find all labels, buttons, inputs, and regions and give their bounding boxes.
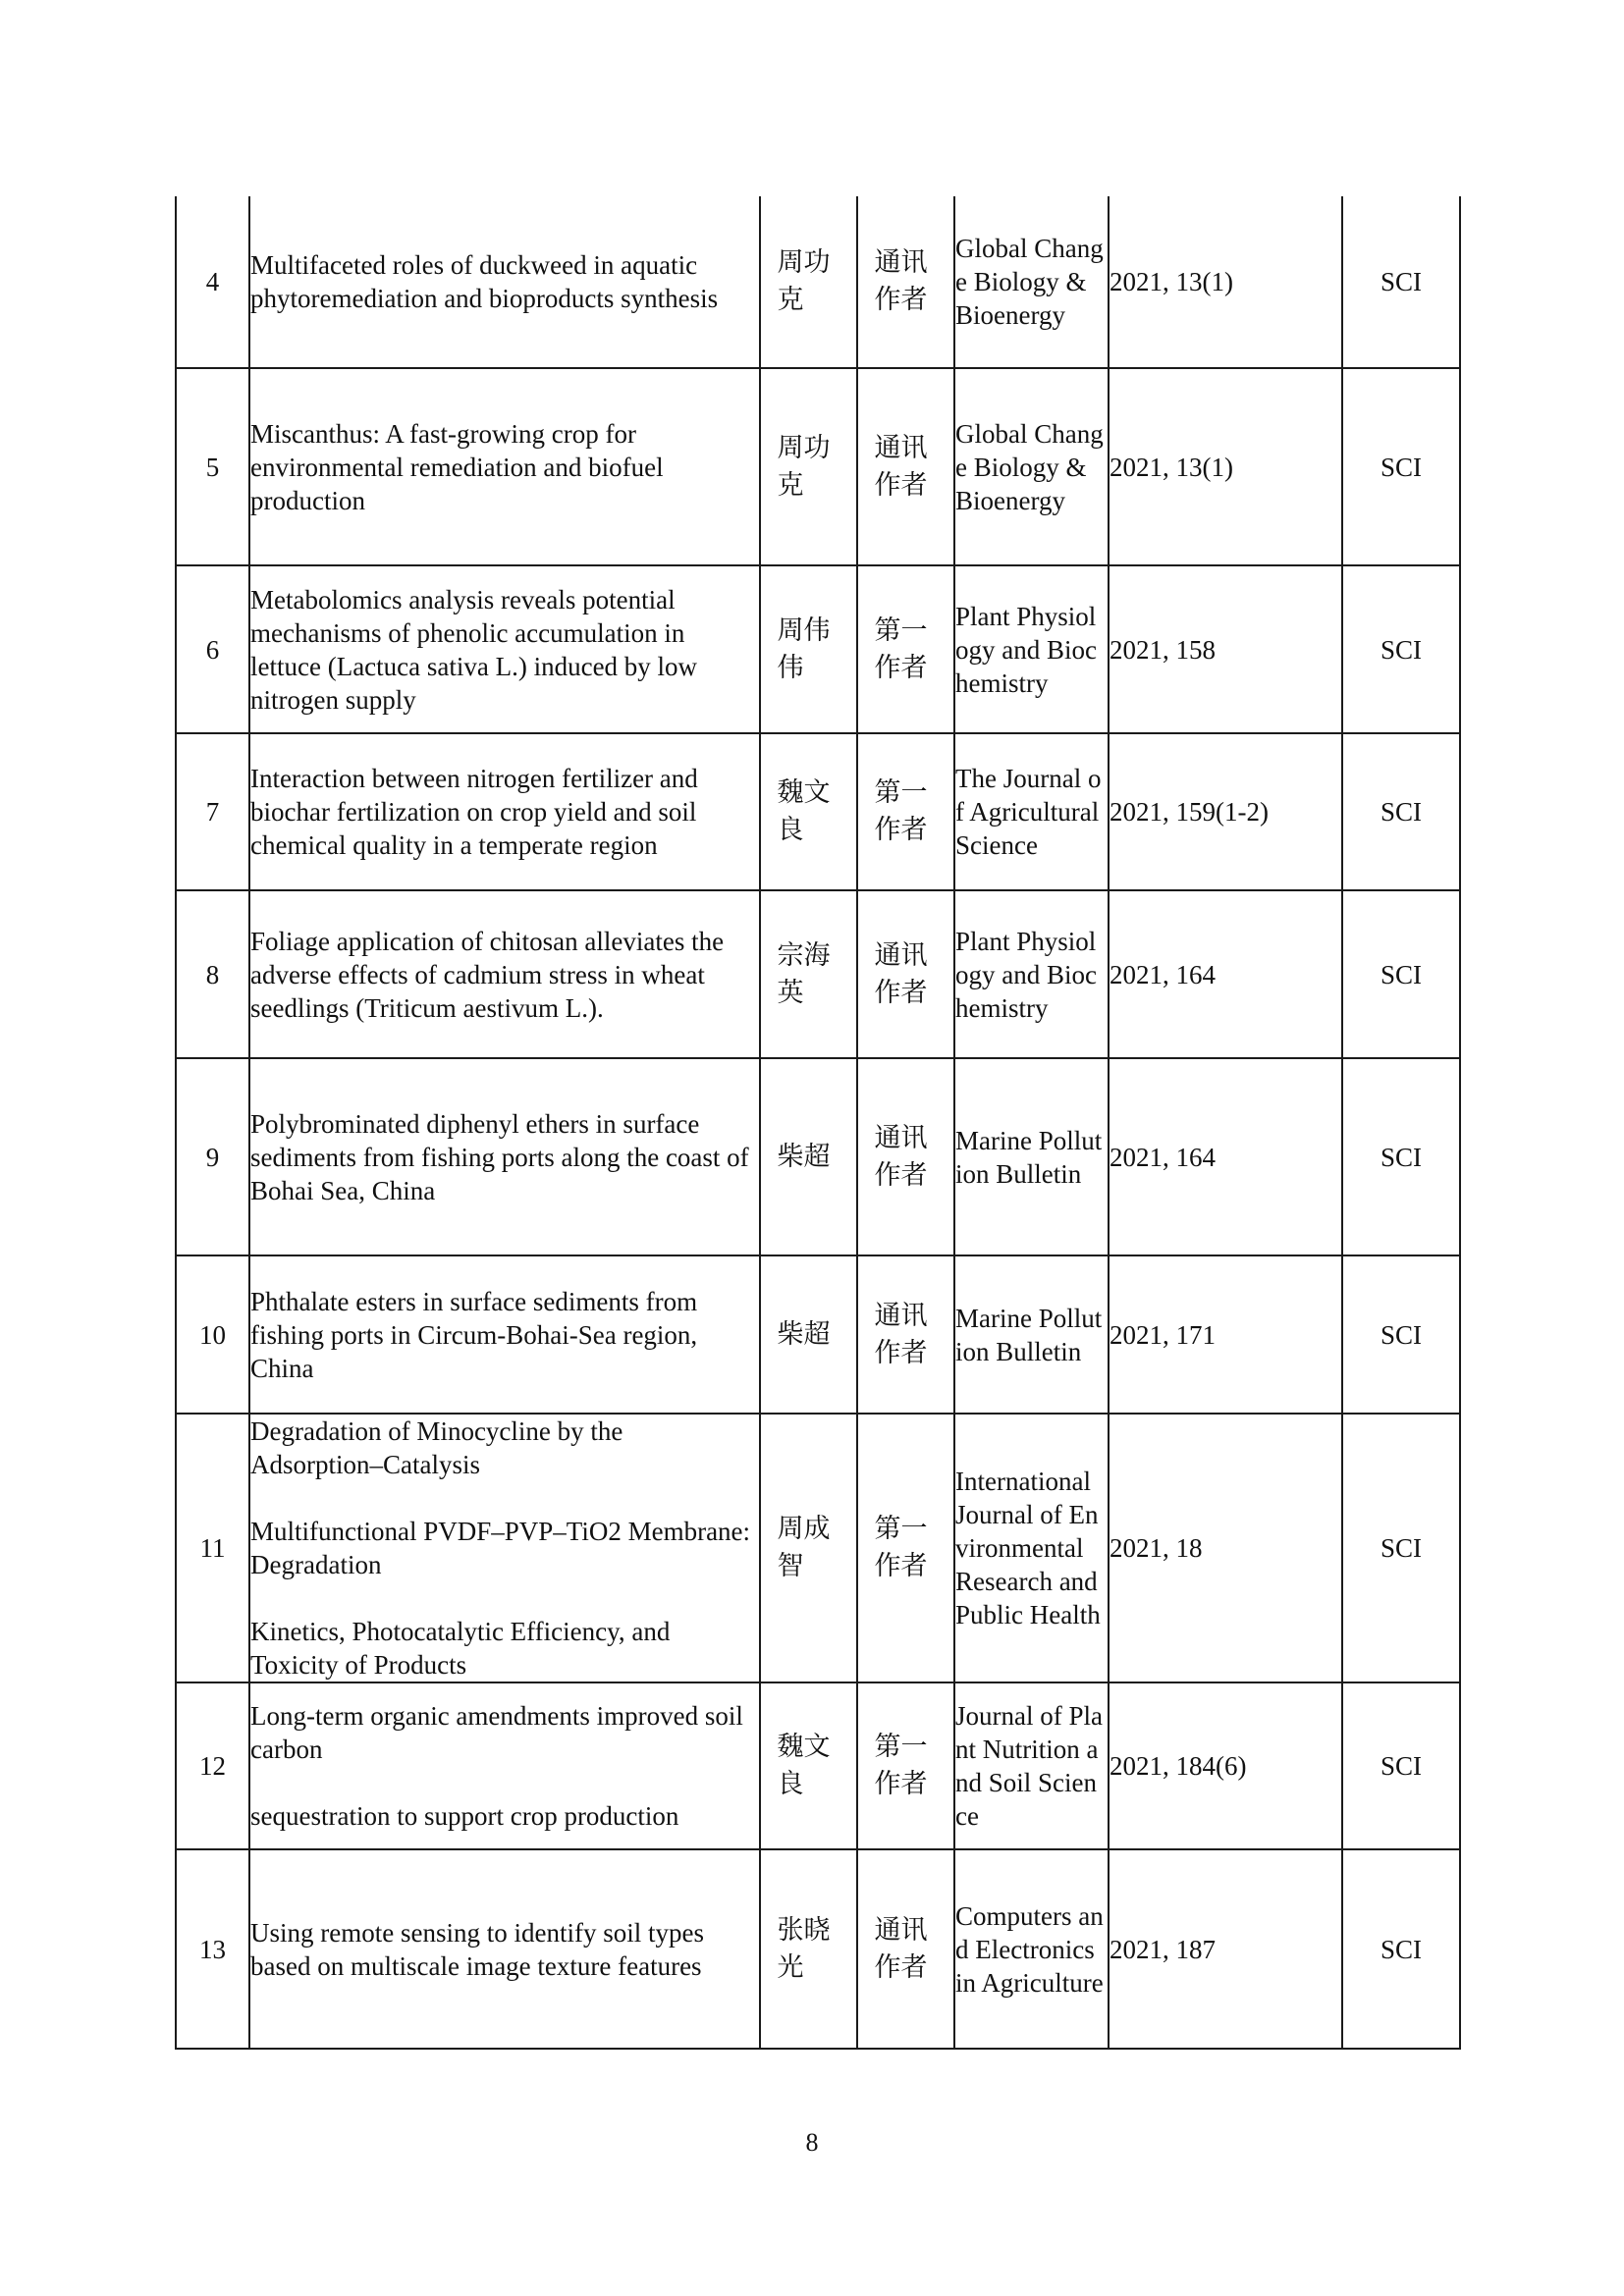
journal-name: Global Change Biology & Bioenergy	[954, 196, 1109, 368]
table-row	[176, 1255, 1460, 1414]
year-volume: 2021, 164	[1109, 1058, 1342, 1255]
table-row	[176, 1414, 1460, 1682]
index-type: SCI	[1342, 890, 1460, 1058]
table-row	[176, 733, 1460, 890]
row-number: 6	[176, 565, 249, 733]
journal-name: Plant Physiology and Biochemistry	[954, 890, 1109, 1058]
row-number: 8	[176, 890, 249, 1058]
author-role: 通讯作者	[874, 939, 928, 1008]
author-name: 周伟伟	[777, 614, 831, 683]
author-name: 周成智	[777, 1514, 831, 1581]
year-volume: 2021, 159(1-2)	[1109, 733, 1342, 890]
paper-title: Polybrominated diphenyl ethers in surface sediments from fishing ports along the coast of Bohai Sea, China	[249, 1058, 760, 1255]
row-number: 9	[176, 1058, 249, 1255]
year-volume: 2021, 164	[1109, 890, 1342, 1058]
year-volume: 2021, 18	[1109, 1414, 1342, 1682]
year-volume: 2021, 13(1)	[1109, 368, 1342, 565]
row-number: 11	[176, 1414, 249, 1682]
author-name: 周功克	[777, 247, 831, 315]
table-row	[176, 890, 1460, 1058]
index-type: SCI	[1342, 1682, 1460, 1849]
row-number: 4	[176, 196, 249, 368]
year-volume: 2021, 13(1)	[1109, 196, 1342, 368]
author-role: 通讯作者	[874, 1122, 928, 1191]
index-type: SCI	[1342, 1058, 1460, 1255]
author-name: 柴超	[777, 1141, 831, 1172]
paper-title: Long-term organic amendments improved soil carbon sequestration to support crop production	[249, 1682, 760, 1849]
author-role: 第一作者	[874, 777, 928, 845]
index-type: SCI	[1342, 565, 1460, 733]
table-row	[176, 196, 1460, 368]
row-number: 10	[176, 1255, 249, 1414]
author-name: 张晓光	[777, 1914, 831, 1983]
index-type: SCI	[1342, 1849, 1460, 2049]
table-row	[176, 1682, 1460, 1849]
journal-name: International Journal of Environmental Research and Public Health	[954, 1414, 1109, 1682]
row-number: 12	[176, 1682, 249, 1849]
author-role: 通讯作者	[874, 432, 928, 501]
author-role: 通讯作者	[874, 247, 928, 315]
paper-title: Multifaceted roles of duckweed in aquatic phytoremediation and bioproducts synthesis	[249, 196, 760, 368]
index-type: SCI	[1342, 1414, 1460, 1682]
author-name: 柴超	[777, 1318, 831, 1350]
year-volume: 2021, 184(6)	[1109, 1682, 1342, 1849]
index-type: SCI	[1342, 1255, 1460, 1414]
publications-table	[175, 196, 1461, 2050]
journal-name: Marine Pollution Bulletin	[954, 1058, 1109, 1255]
journal-name: Marine Pollution Bulletin	[954, 1255, 1109, 1414]
author-name: 魏文良	[777, 1732, 831, 1799]
author-role: 第一作者	[874, 1514, 928, 1581]
journal-name: Global Change Biology & Bioenergy	[954, 368, 1109, 565]
author-name: 魏文良	[777, 777, 831, 845]
table-row	[176, 1849, 1460, 2049]
journal-name: Journal of Plant Nutrition and Soil Science	[954, 1682, 1109, 1849]
row-number: 7	[176, 733, 249, 890]
year-volume: 2021, 158	[1109, 565, 1342, 733]
table-row	[176, 1058, 1460, 1255]
year-volume: 2021, 187	[1109, 1849, 1342, 2049]
paper-title: Interaction between nitrogen fertilizer and biochar fertilization on crop yield and soil chemical quality in a temperate region	[249, 733, 760, 890]
row-number: 5	[176, 368, 249, 565]
paper-title: Using remote sensing to identify soil types based on multiscale image texture features	[249, 1849, 760, 2049]
journal-name: Plant Physiology and Biochemistry	[954, 565, 1109, 733]
author-role: 通讯作者	[874, 1300, 928, 1368]
author-role: 通讯作者	[874, 1914, 928, 1983]
index-type: SCI	[1342, 196, 1460, 368]
paper-title: Metabolomics analysis reveals potential mechanisms of phenolic accumulation in lettuce (Lactuca sativa L.) induced by low nitrogen supply	[249, 565, 760, 733]
journal-name: The Journal of Agricultural Science	[954, 733, 1109, 890]
author-role: 第一作者	[874, 1732, 928, 1799]
paper-title: Miscanthus: A fast-growing crop for environmental remediation and biofuel production	[249, 368, 760, 565]
paper-title: Phthalate esters in surface sediments from fishing ports in Circum-Bohai-Sea region, China	[249, 1255, 760, 1414]
page-number: 8	[805, 2128, 819, 2157]
index-type: SCI	[1342, 733, 1460, 890]
journal-name: Computers and Electronics in Agriculture	[954, 1849, 1109, 2049]
paper-title: Degradation of Minocycline by the Adsorption–Catalysis Multifunctional PVDF–PVP–TiO2 Membrane: Degradation Kinetics, Photocatalytic Efficiency, and Toxicity of Products	[249, 1414, 760, 1682]
table-row	[176, 368, 1460, 565]
row-number: 13	[176, 1849, 249, 2049]
author-name: 周功克	[777, 432, 831, 501]
index-type: SCI	[1342, 368, 1460, 565]
paper-title: Foliage application of chitosan alleviates the adverse effects of cadmium stress in wheat seedlings (Triticum aestivum L.).	[249, 890, 760, 1058]
year-volume: 2021, 171	[1109, 1255, 1342, 1414]
table-row	[176, 565, 1460, 733]
author-name: 宗海英	[777, 939, 831, 1008]
author-role: 第一作者	[874, 614, 928, 683]
